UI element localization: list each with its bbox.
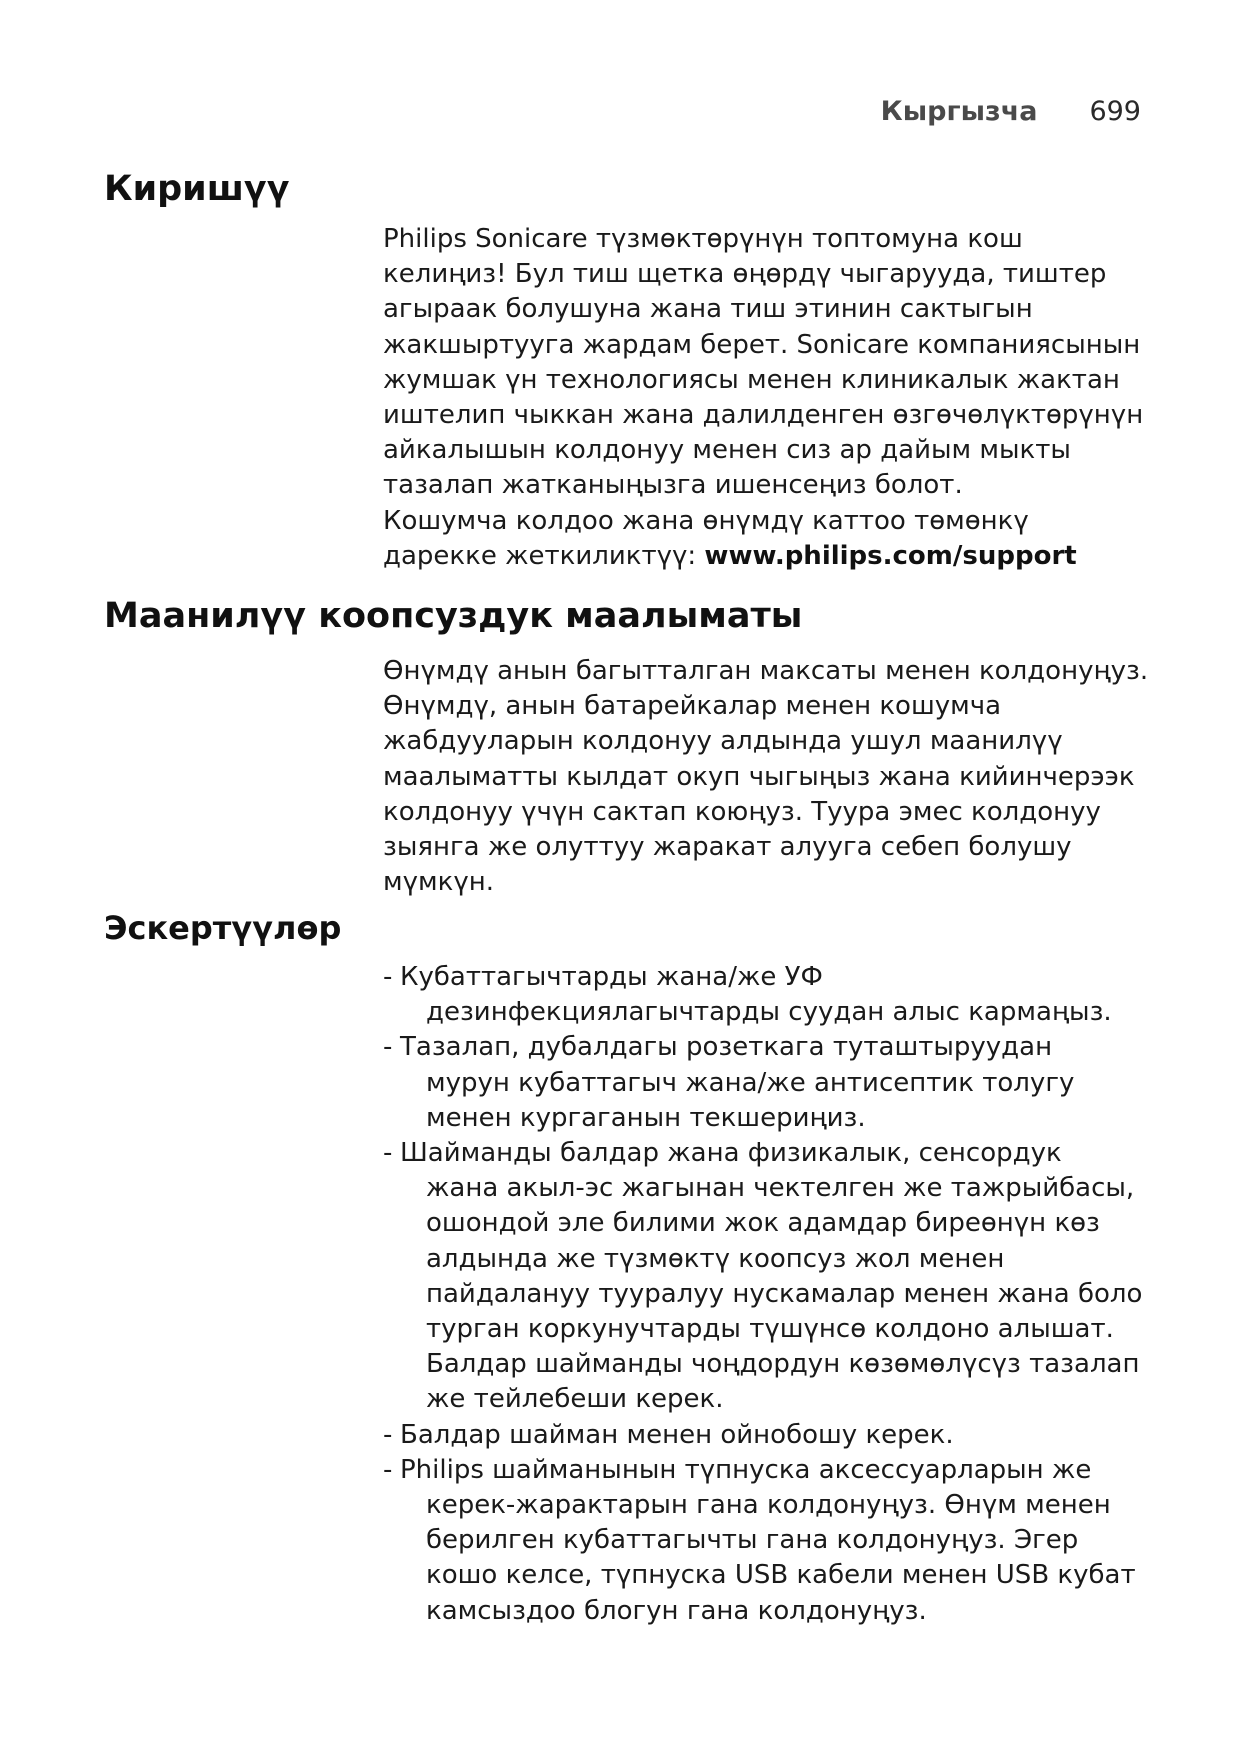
- warning-item: [383, 1453, 1143, 1629]
- dash-bullet: -: [383, 1032, 393, 1063]
- warning-line: мурун кубаттагыч жана/же антисептик толугу: [426, 1067, 1075, 1098]
- intro-heading: Киришүү: [104, 169, 290, 209]
- warning-item: [383, 1030, 1143, 1136]
- safety-line: мүмкүн.: [383, 867, 494, 898]
- warning-line: Philips шайманынын түпнуска аксессуарларын же: [400, 1454, 1092, 1485]
- intro-line: жакшыртууга жардам берет. Sonicare компаниясынын: [383, 329, 1141, 360]
- warning-item: [383, 1418, 1143, 1453]
- intro-line: иштелип чыккан жана далилденген өзгөчөлүктөрүнүн: [383, 400, 1144, 431]
- intro-line: агыраак болушуна жана тиш этинин сактыгын: [383, 294, 1033, 325]
- warning-line: менен кургаганын текшериңиз.: [426, 1102, 866, 1133]
- safety-paragraph: [383, 654, 1149, 900]
- warning-line: берилген кубаттагычты гана колдонуңуз. Эгер: [426, 1525, 1079, 1556]
- intro-support-line: [383, 539, 1143, 574]
- safety-line: маалыматты кылдат окуп чыгыңыз жана кийинчерээк: [383, 761, 1135, 792]
- safety-line: колдонуу үчүн сактап коюңуз. Туура эмес колдонуу: [383, 796, 1101, 827]
- warnings-list: [383, 960, 1143, 1629]
- safety-line: зыянга же олуттуу жаракат алууга себеп болушу: [383, 832, 1072, 863]
- warning-line: Шайманды балдар жана физикалык, сенсордук: [400, 1138, 1062, 1169]
- warning-line: ошондой эле билими жок адамдар биреөнүн көз: [426, 1208, 1100, 1239]
- page-header: [881, 96, 1141, 127]
- intro-line: айкалышын колдонуу менен сиз ар дайым мыкты: [383, 435, 1071, 466]
- warning-line: Балдар шайман менен ойнобошу керек.: [400, 1419, 954, 1450]
- safety-line: Өнүмдү, анын батарейкалар менен кошумча: [383, 691, 1002, 722]
- dash-bullet: -: [383, 962, 393, 992]
- warning-item: [383, 960, 1143, 1030]
- warning-line: жана акыл-эс жагынан чектелген же тажрыйбасы,: [426, 1173, 1135, 1204]
- support-link[interactable]: www.philips.com/support: [704, 540, 1077, 571]
- page-number: 699: [1089, 96, 1141, 127]
- warning-line: Кубаттагычтарды жана/же УФ: [400, 962, 823, 992]
- dash-bullet: -: [383, 1419, 393, 1450]
- warnings-list-container: [383, 960, 1143, 1629]
- intro-line: Кошумча колдоо жана өнүмдү каттоо төмөнкү: [383, 505, 1029, 536]
- dash-bullet: -: [383, 1138, 393, 1169]
- warnings-heading: Эскертүүлөр: [104, 909, 342, 947]
- intro-paragraph: [383, 222, 1143, 574]
- intro-support-prefix: дарекке жеткиликтүү:: [383, 540, 705, 571]
- warning-line: алдында же түзмөктү коопсуз жол менен: [426, 1243, 1005, 1274]
- safety-line: жабдууларын колдонуу алдында ушул маанилүү: [383, 726, 1063, 757]
- warning-line: керек-жарактарын гана колдонуңуз. Өнүм менен: [426, 1490, 1111, 1521]
- safety-line: Өнүмдү анын багытталган максаты менен колдонуңуз.: [383, 656, 1149, 686]
- warning-line: камсыздоо блогун гана колдонуңуз.: [426, 1595, 927, 1626]
- safety-heading: Маанилүү коопсуздук маалыматы: [104, 596, 803, 636]
- header-language: Кыргызча: [880, 96, 1038, 127]
- intro-line: тазалап жатканыңызга ишенсеңиз болот.: [383, 470, 963, 501]
- warning-line: дезинфекциялагычтарды суудан алыс кармаңыз.: [426, 997, 1112, 1028]
- dash-bullet: -: [383, 1454, 393, 1485]
- warning-line: пайдалануу тууралуу нускамалар менен жана боло: [426, 1278, 1143, 1309]
- warning-line: Тазалап, дубалдагы розеткага туташтыруудан: [400, 1032, 1053, 1063]
- intro-line: Philips Sonicare түзмөктөрүнүн топтомуна кош: [383, 224, 1023, 254]
- warning-line: кошо келсе, түпнуска USB кабели менен USB кубат: [426, 1560, 1136, 1591]
- warning-line: же тейлебеши керек.: [426, 1384, 724, 1415]
- warning-line: Балдар шайманды чоңдордун көзөмөлүсүз тазалап: [426, 1349, 1140, 1380]
- warning-item: [383, 1136, 1143, 1418]
- warning-line: турган коркунучтарды түшүнсө колдоно алышат.: [426, 1314, 1114, 1345]
- intro-line: жумшак үн технологиясы менен клиникалык жактан: [383, 364, 1120, 395]
- intro-line: келиңиз! Бул тиш щетка өңөрдү чыгарууда, тиштер: [383, 259, 1107, 290]
